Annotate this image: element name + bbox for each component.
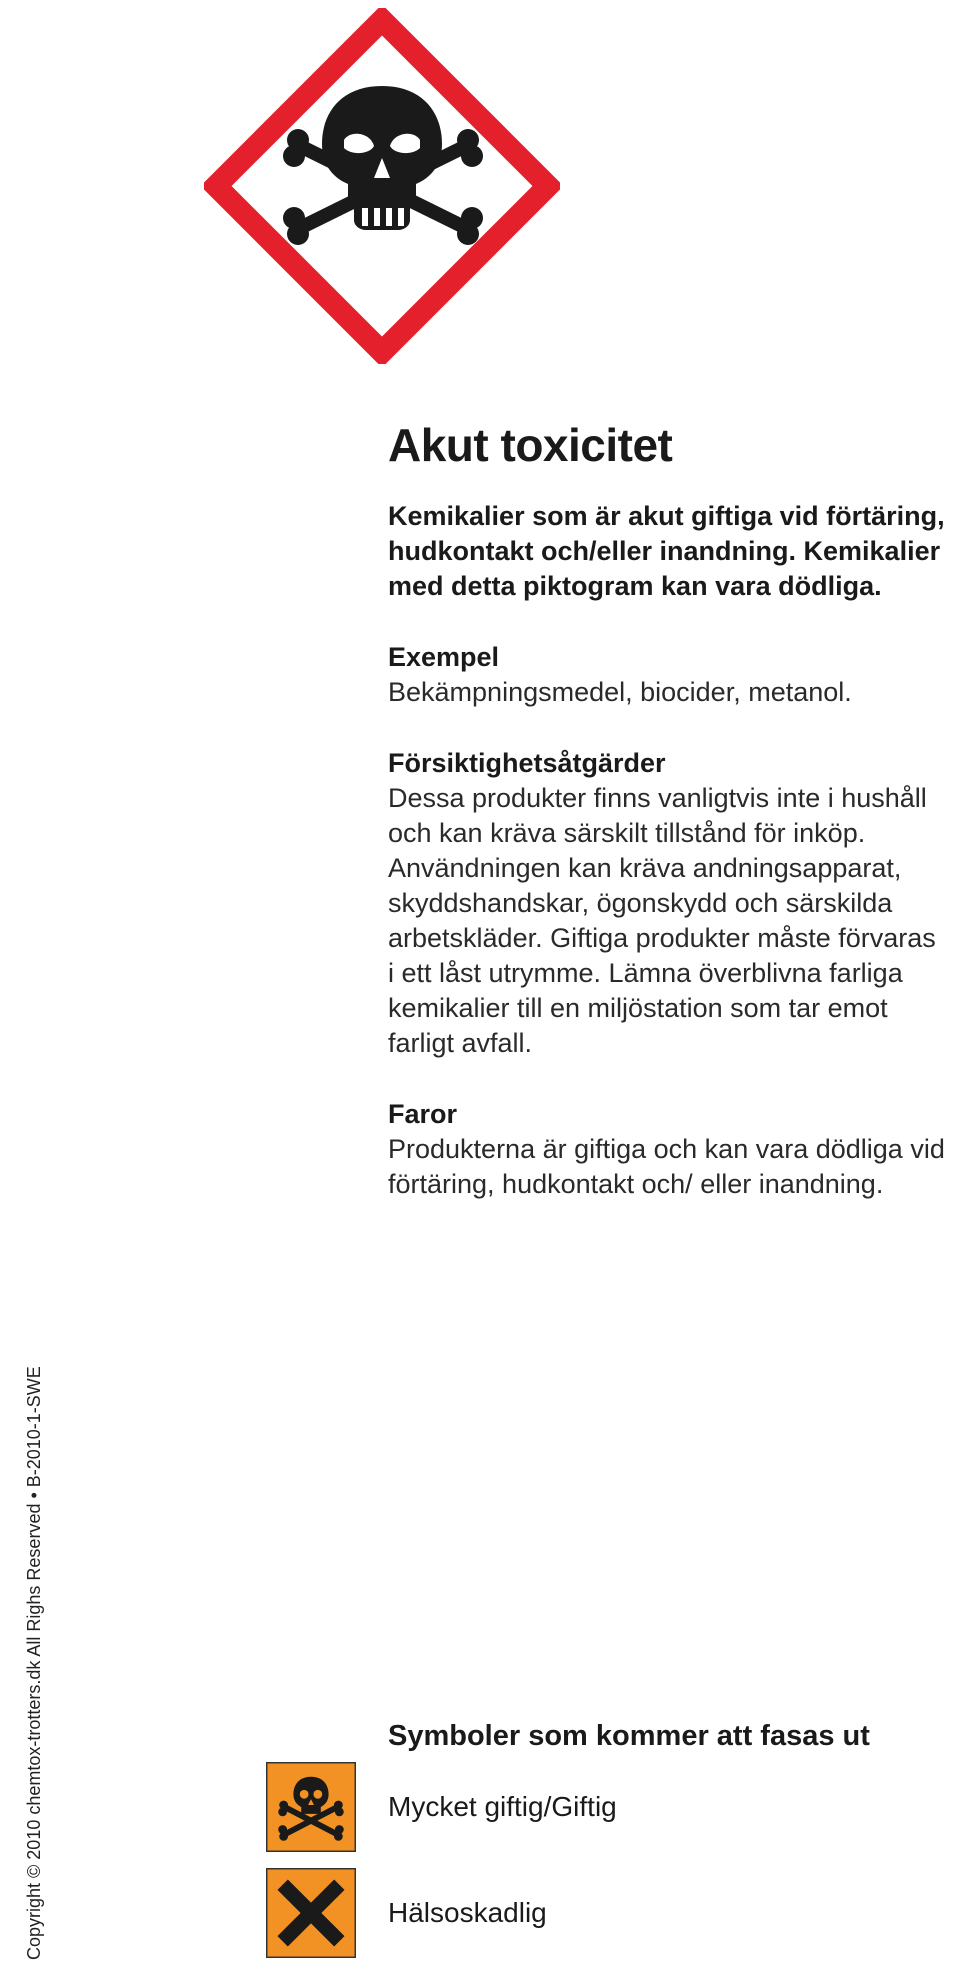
section-examples (388, 640, 948, 710)
symbol-label: Hälsoskadlig (388, 1897, 547, 1928)
section-body: Bekämpningsmedel, biocider, metanol. (388, 676, 852, 707)
phaseout-heading: Symboler som kommer att fasas ut (388, 1720, 870, 1752)
section-heading: Faror (388, 1098, 458, 1129)
section-hazards (388, 1097, 948, 1202)
section-heading: Försiktighetsåtgärder (388, 747, 666, 778)
section-body: Produkterna är giftiga och kan vara dödliga vid förtäring, hudkontakt och/ eller inandning. (388, 1133, 945, 1199)
copyright-notice: Copyright © 2010 chemtox-trotters.dk All Righs Reserved • B-2010-1-SWE (24, 1366, 44, 1960)
lead-text: Kemikalier som är akut giftiga vid förtäring, hudkontakt och/eller inandning. Kemikalier med detta piktogram kan vara dödliga. (388, 500, 945, 601)
ghs-skull-crossbones-icon (204, 8, 560, 364)
content (388, 420, 948, 1238)
section-heading: Exempel (388, 641, 500, 672)
symbol-label: Mycket giftig/Giftig (388, 1791, 617, 1822)
phaseout-symbol-harmful (266, 1868, 547, 1958)
page-title: Akut toxicitet (388, 419, 673, 471)
old-skull-icon (266, 1762, 356, 1852)
section-body: Dessa produkter finns vanligtvis inte i hushåll och kan kräva särskilt tillstånd för inköp. Användningen kan kräva andningsapparat, skyddshandskar, ögonskydd och särskilda arbetskläder. Giftiga produkter måste förvaras i ett låst utrymme. Lämna överblivna farliga kemikalier till en miljöstation som tar emot farligt avfall. (388, 782, 936, 1058)
phaseout-symbol-toxic (266, 1762, 617, 1852)
old-x-cross-icon (266, 1868, 356, 1958)
section-precautions (388, 746, 948, 1061)
